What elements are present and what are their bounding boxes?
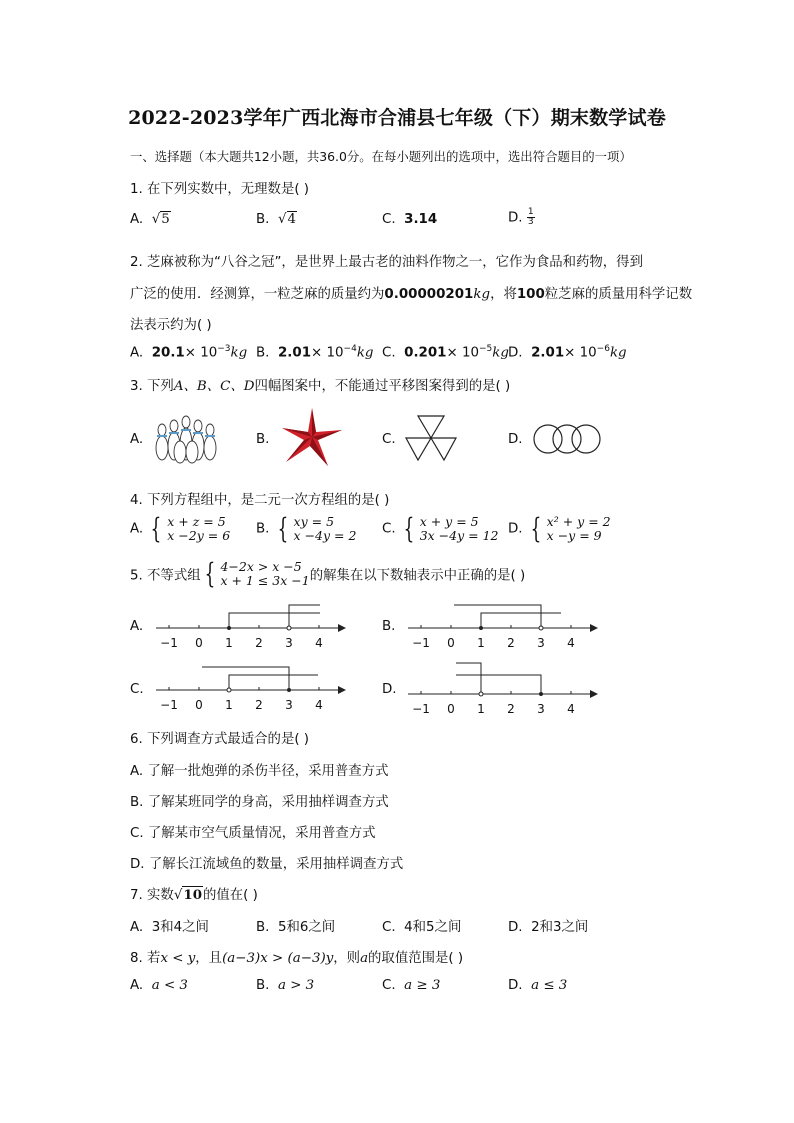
q5-option-a-label: A. [130, 619, 144, 634]
number-line-c [152, 662, 346, 716]
q7-option-b: B. 5和6之间 [256, 920, 336, 935]
tick-label: 3 [537, 636, 545, 650]
circles-figure [532, 422, 602, 456]
q2-option-d: D. $2.01\times 10^{-6}kg$ [508, 344, 627, 361]
question-5-stem: 5. 不等式组 { 4−2x > x −5 x + 1 ≤ 3x −1 的解集在以下数轴表示中正确的是( ) [130, 557, 526, 590]
q8-option-c: C. a ≥ 3 [382, 978, 441, 993]
tick-label: 4 [315, 698, 323, 712]
tick-label: 0 [195, 636, 203, 650]
q6-option-c: C. 了解某市空气质量情况，采用普查方式 [130, 826, 376, 841]
number-line-d [404, 660, 598, 720]
question-7-stem: 7. 实数√10的值在( ) [130, 887, 258, 903]
q2-option-c: C. $0.201\times 10^{-5}kg$ [382, 344, 509, 361]
q8-option-d: D. a ≤ 3 [508, 978, 568, 993]
q7-option-d: D. 2和3之间 [508, 920, 589, 935]
page-title: 2022-2023学年广西北海市合浦县七年级（下）期末数学试卷 [128, 107, 666, 129]
tick-label: −1 [412, 702, 430, 716]
q3-option-d-label: D. [508, 432, 523, 447]
question-2-line-2: 广泛的使用．经测算，一粒芝麻的质量约为0.00000201kg，将100粒芝麻的质量用科学记数 [130, 287, 693, 302]
q3-option-b-label: B. [256, 432, 270, 447]
question-2-line-1: 2. 芝麻被称为“八谷之冠”，是世界上最古老的油料作物之一，它作为食品和药物，得到 [130, 255, 643, 270]
tick-label: 0 [447, 702, 455, 716]
tick-label: 3 [285, 698, 293, 712]
tick-label: 1 [477, 636, 485, 650]
tick-label: 3 [537, 702, 545, 716]
q6-option-d: D. 了解长江流域鱼的数量，采用抽样调查方式 [130, 857, 404, 872]
tick-label: 2 [255, 698, 263, 712]
tick-label: 2 [507, 702, 515, 716]
question-2-line-3: 法表示约为( ) [130, 318, 212, 333]
bowling-pins-figure [150, 412, 220, 464]
tick-label: 4 [315, 636, 323, 650]
triangles-figure [404, 414, 458, 462]
tick-label: 2 [255, 636, 263, 650]
q4-option-b: B. { xy = 5 x −4y = 2 [256, 512, 357, 545]
section-heading: 一、选择题（本大题共12小题，共36.0分。在每小题列出的选项中，选出符合题目的一项） [130, 149, 632, 164]
q1-option-c: C. 3.14 [382, 212, 438, 227]
tick-label: −1 [160, 636, 178, 650]
q7-option-a: A. 3和4之间 [130, 920, 209, 935]
q1-option-d: D. $\frac{1}{3}$ [508, 207, 534, 227]
tick-label: 2 [507, 636, 515, 650]
tick-label: −1 [160, 698, 178, 712]
tick-label: 4 [567, 702, 575, 716]
q2-option-b: B. $2.01\times 10^{-4}kg$ [256, 344, 374, 361]
q4-option-c: C. { x + y = 5 3x −4y = 12 [382, 512, 499, 545]
tick-label: 0 [447, 636, 455, 650]
question-3-stem: 3. 下列A、B、C、D四幅图案中，不能通过平移图案得到的是( ) [130, 379, 511, 394]
tick-label: −1 [412, 636, 430, 650]
tick-label: 4 [567, 636, 575, 650]
q8-option-a: A. a < 3 [130, 978, 188, 993]
q4-option-a: A. { x + z = 5 x −2y = 6 [130, 512, 231, 545]
tick-label: 1 [225, 636, 233, 650]
q4-option-d: D. { x² + y = 2 x −y = 9 [508, 512, 611, 545]
question-1-stem: 1. 在下列实数中，无理数是( ) [130, 182, 310, 197]
tick-label: 1 [477, 702, 485, 716]
q6-option-b: B. 了解某班同学的身高，采用抽样调查方式 [130, 795, 389, 810]
q5-option-c-label: C. [130, 682, 144, 697]
tick-label: 3 [285, 636, 293, 650]
q7-option-c: C. 4和5之间 [382, 920, 462, 935]
q1-option-b: B. √4 [256, 212, 297, 227]
number-line-a [152, 600, 346, 654]
q2-option-a: A. $20.1\times 10^{-3}kg$ [130, 344, 248, 361]
number-line-b [404, 600, 598, 654]
red-star-figure [280, 406, 344, 468]
question-6-stem: 6. 下列调查方式最适合的是( ) [130, 732, 310, 747]
q3-option-a-label: A. [130, 432, 144, 447]
q5-option-b-label: B. [382, 619, 396, 634]
q3-option-c-label: C. [382, 432, 396, 447]
question-4-stem: 4. 下列方程组中，是二元一次方程组的是( ) [130, 493, 390, 508]
q1-option-a: A. √5 [130, 212, 170, 227]
q8-option-b: B. a > 3 [256, 978, 315, 993]
question-8-stem: 8. 若x < y，且(a−3)x > (a−3)y，则a的取值范围是( ) [130, 951, 464, 966]
q5-option-d-label: D. [382, 682, 397, 697]
tick-label: 0 [195, 698, 203, 712]
q6-option-a: A. 了解一批炮弹的杀伤半径，采用普查方式 [130, 764, 389, 779]
tick-label: 1 [225, 698, 233, 712]
